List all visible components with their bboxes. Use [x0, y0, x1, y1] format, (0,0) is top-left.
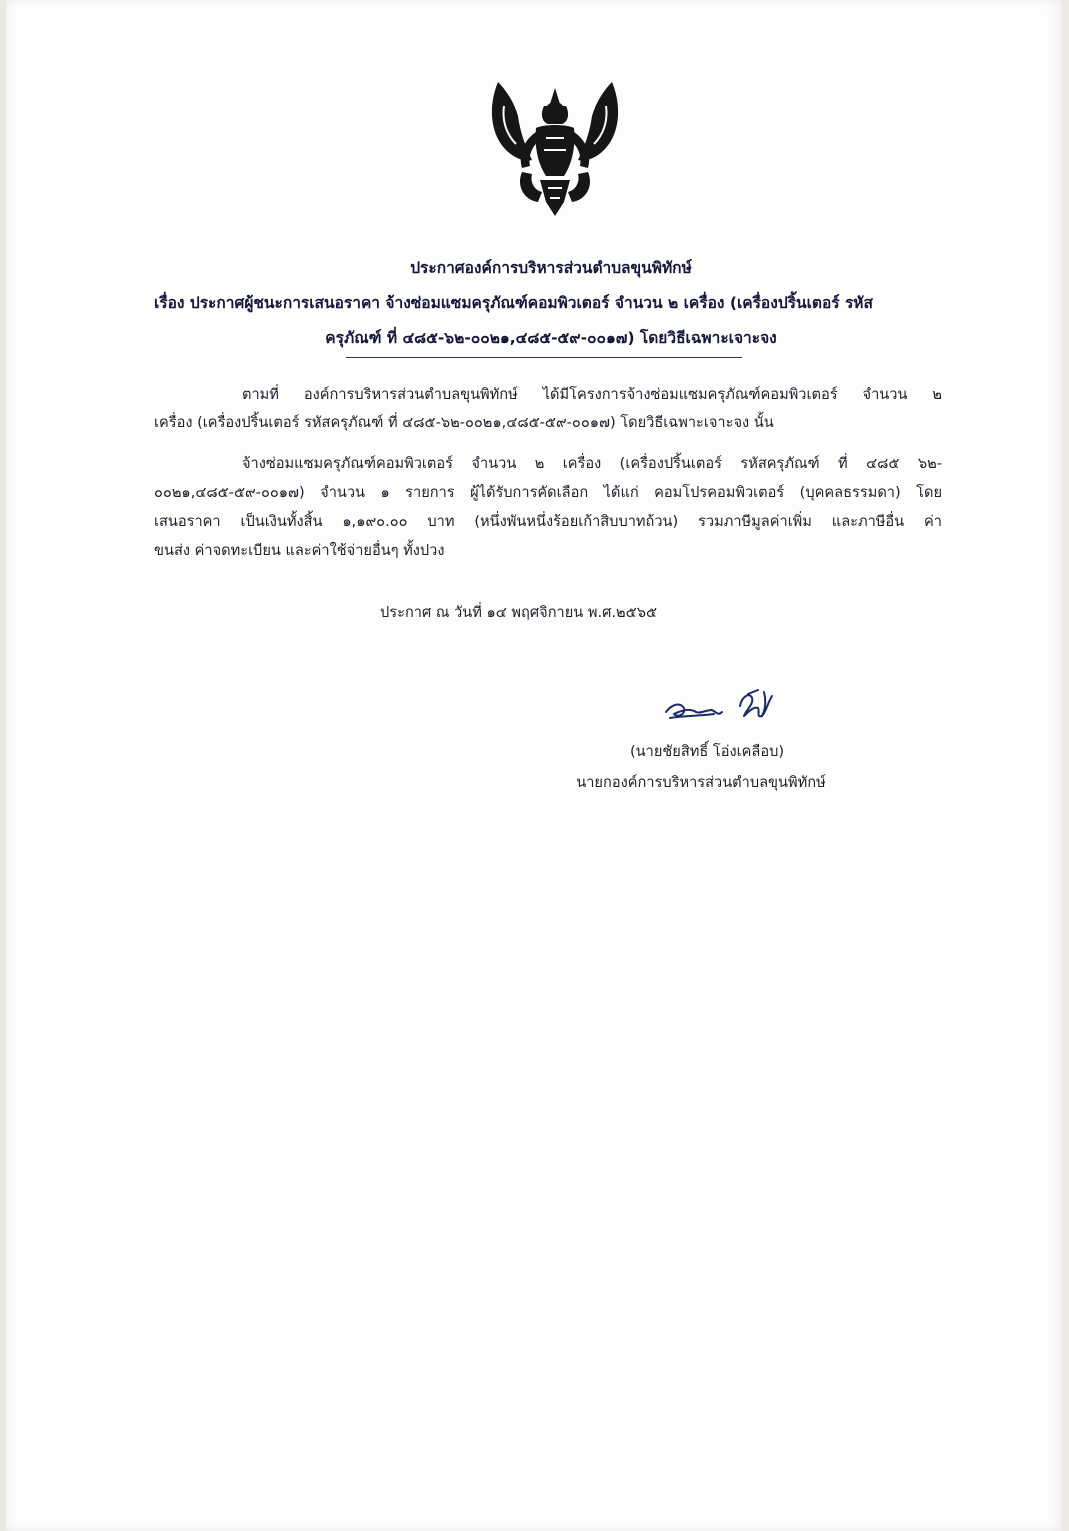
org-title: ประกาศองค์การบริหารส่วนตำบลขุนพิทักษ์: [410, 259, 692, 277]
paragraph-1-line-1: ตามที่ องค์การบริหารส่วนตำบลขุนพิทักษ์ ได้มีโครงการจ้างซ่อมแซมครุภัณฑ์คอมพิวเตอร์ จำนวน ๒: [242, 386, 942, 403]
announce-date: ประกาศ ณ วันที่ ๑๔ พฤศจิกายน พ.ศ.๒๕๖๕: [380, 604, 658, 621]
garuda-emblem: [484, 76, 626, 224]
paragraph-2-line-4: ขนส่ง ค่าจดทะเบียน และค่าใช้จ่ายอื่นๆ ทั้งปวง: [154, 542, 445, 559]
signer-name: (นายชัยสิทธิ์ โอ่งเคลือบ): [629, 743, 785, 760]
paragraph-2-line-3: เสนอราคา เป็นเงินทั้งสิ้น ๑,๑๙๐.๐๐ บาท (หนึ่งพันหนึ่งร้อยเก้าสิบบาทถ้วน) รวมภาษีมูลค่าเพิ่ม และภาษีอื่น ค่า: [154, 513, 942, 530]
header-divider: [346, 357, 742, 358]
subject-line-1: เรื่อง ประกาศผู้ชนะการเสนอราคา จ้างซ่อมแซมครุภัณฑ์คอมพิวเตอร์ จำนวน ๒ เครื่อง (เครื่องปริ้นเตอร์ รหัส: [154, 294, 873, 312]
paragraph-2-line-1: จ้างซ่อมแซมครุภัณฑ์คอมพิวเตอร์ จำนวน ๒ เครื่อง (เครื่องปริ้นเตอร์ รหัสครุภัณฑ์ ที่ ๔๘๕ ๖๒-: [242, 455, 942, 472]
paragraph-2-line-2: ๐๐๒๑,๔๘๕-๕๙-๐๐๑๗) จำนวน ๑ รายการ ผู้ได้รับการคัดเลือก ได้แก่ คอมโปรคอมพิวเตอร์ (บุคคลธรรมดา) โดย: [154, 484, 942, 501]
signature-mark: [662, 686, 782, 726]
paragraph-1-line-2: เครื่อง (เครื่องปริ้นเตอร์ รหัสครุภัณฑ์ ที่ ๔๘๕-๖๒-๐๐๒๑,๔๘๕-๕๙-๐๐๑๗) โดยวิธีเฉพาะเจาะจง นั้น: [154, 414, 774, 431]
document-page: [6, 0, 1062, 1531]
signer-position: นายกองค์การบริหารส่วนตำบลขุนพิทักษ์: [576, 774, 826, 791]
subject-line-2: ครุภัณฑ์ ที่ ๔๘๕-๖๒-๐๐๒๑,๔๘๕-๕๙-๐๐๑๗) โดยวิธีเฉพาะเจาะจง: [325, 329, 777, 347]
